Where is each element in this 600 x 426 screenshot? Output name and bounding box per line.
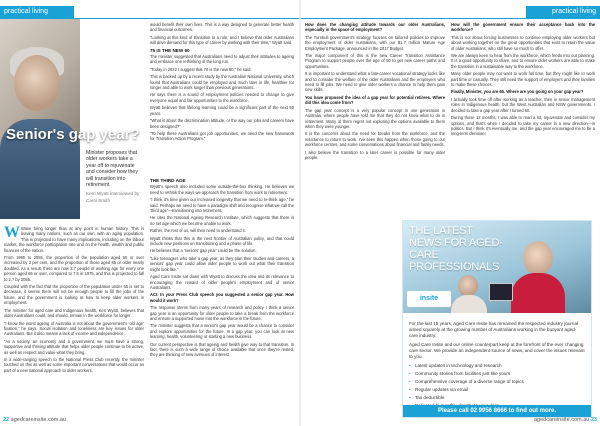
article-paragraph: The response stems from many years of research and policy. I think a senior gap year is an opportunity for older people to take a break from the workforce and ensure a supported move into the workforce in the future. [150, 305, 294, 321]
article-paragraph: Aged Care Insite sat down with Wyatt to discuss the idea and its relevance to encouraging the reward of older people's employment and of senior Australians. [150, 274, 294, 290]
feature-intro [86, 150, 144, 204]
article-paragraph: “Today in 2022 I suggest that 70 is the new 60,” he said. [150, 66, 252, 72]
advert-tablet [489, 283, 513, 301]
article-paragraph: “What is about the discrimination attitude, or the way our jobs and careers have been designed?” [150, 118, 294, 129]
article-paragraph: “To help these Australians get job opportunities, we need the new framework for Transition Action Program.” [150, 130, 294, 142]
article-paragraph: It is the concerns about the need for breaks from the workforce, and the reluctance to return to work. I've seen this happen when those going to our workforce centres, and some conversations about financial and family needs. [305, 131, 445, 148]
page-number-left: 22 agedcareinsite.com.au [3, 417, 66, 423]
article-paragraph: Many older people may not want to work full time, but they might like to work part time or casually. They still need the support of employers and their families to make these choices. [451, 71, 595, 88]
list-item: • Tax deductible [409, 395, 585, 401]
interview-question: How does the changing attitude towards our older Australians, especially in the space of employment? [305, 22, 445, 33]
article-paragraph: I also believe the transition to a later career is possible for many older people. [305, 149, 445, 160]
hero-photo [0, 19, 80, 219]
article-paragraph: Rather, the rest of us, will then need to understand it. [150, 228, 246, 234]
article-paragraph: “I think it's time given our increased longevity that we need to re-think age,” he said. Perhaps we need to have a paradigm shift and recognise what we call the ‘third age’—transitioning into retirement. [150, 197, 294, 214]
article-paragraph: During those 12 months, I was able to read a lot, rejuvenate and consider my options, and that's when I decided to take my career in a new direction—in politics. But I think it's eventually me, and the gap year encouraged me to be a long-term decision! [451, 115, 595, 137]
interview-question: How will the government ensure their acceptance back into the workforce? [451, 22, 595, 33]
article-paragraph: The major component of this is the new Career Transition Assistance Program to support people over the age of 50 to get new career paths and opportunities. [305, 53, 445, 69]
article-paragraph: From 1995 to 2055, the proportion of the population aged 65 or over increased by 3 per cent, and the proportion of those aged 85 or older nearly doubled. As a result, there are now 3.7 people of working age for every one person aged 65 or over, compared to 7.5 in 1975, and this is projected to fall to 2.7 by 2055. [4, 255, 144, 282]
article-paragraph: He says there is a sound of employment policies needed to change to give everyone equal and fair opportunities to the workforce. [150, 92, 294, 103]
advert-photo [403, 221, 591, 313]
article-column-2-bottom [150, 176, 294, 412]
advert-person-body [451, 295, 487, 313]
article-paragraph: Wyatt's speech also included some outside-the-box thinking. He believes we need to rethink the ways we approach the transition from work to retirement. [150, 184, 294, 195]
article-paragraph: W Wave bring longer than at any point in human history. This is leaving many nations, such as our own, with an aging population. This is projected to have many implications, including on the labour market, the workforce participation rate and on the health, wealth and public finances of the nation. [4, 226, 144, 253]
header-rule-right [301, 18, 600, 19]
article-paragraph: “As a society, an economy and a government, we must have a strong, supportive and thriving attitude that helps older people continue to be active, as well as respect and value what they bring. [4, 338, 144, 355]
feature-standfirst: Minister proposes that older workers take a year off to rejuvenate and consider how they will transition into retirement. [86, 150, 138, 189]
subheading: 75 IS THE NEW 60 [150, 47, 190, 53]
advert-benefit-list [409, 363, 585, 409]
hero-face [14, 55, 60, 111]
subscription-advert [402, 220, 592, 418]
advert-call-to-action[interactable]: Please call 02 9956 8666 to find out more. [403, 405, 591, 417]
article-paragraph: The minister suggests that a senior's gap year would be a chance to consider and explore opportunities for the future. In a gap year, you can look at new learning, health, volunteering or starting a new business. [150, 323, 294, 340]
article-paragraph: Wyatt thinks that this is the next frontier of Australian policy, and that could include new positions on transitioning and a phase of life. [150, 235, 294, 247]
list-item: • Community stories from facilities just like yours [409, 371, 585, 377]
page-number-right: agedcareinsite.com.au 23 [534, 417, 597, 423]
article-paragraph: This is backed up by a recent study by the Australian National University, which found that Australians could be employed and much later in life, healthier for longer and able to work longer than previous generations. [150, 74, 294, 91]
article-paragraph: The minister for aged care and Indigenous health, Ken Wyatt, believes that older Australians could, and should, remain in the workforce for longer. [4, 307, 144, 319]
article-paragraph: It is important to understand what a late-career vocational strategy looks like and to consider the welfare of the older Australians and the employers who need to fill jobs. We need to give older workers a chance to help them gain new skills. [305, 71, 445, 93]
article-column-1 [4, 226, 144, 412]
article-column-3 [305, 22, 445, 218]
list-item: • Latest updates in technology and research [409, 363, 585, 369]
article-paragraph: The Turnbull government's strategy focuses on tailored policies to improve the employment of older Australians, with our $1.7 million Mature Age Employment Package, announced in the 2017 Budget. [305, 34, 445, 51]
insite-logo: insite [407, 291, 451, 307]
article-paragraph: Our current perspective is that ageing and health give way to that transition. In fact, there is such a wide range of choice available that once they're rested, they are thinking of new avenues of interest. [150, 341, 294, 358]
subheading: THE THIRD AGE [150, 178, 186, 183]
article-column-4 [451, 22, 595, 218]
article-paragraph: This is not about forcing businesses to continue employing older workers but about working together on the great opportunities that exist to retain the value of older Australians, who still have so much to offer. [451, 34, 595, 51]
section-tag-left: practical living [0, 6, 74, 18]
article-paragraph: “I know the worst ageing of Australia is not about the government's ‘old age’ fixation,” he says. Social isolation and loneliness are key issues for older Australians. But it also means a lack of income and independence. [4, 320, 144, 337]
advert-headline: THE LATEST NEWS FOR AGED-CARE PROFESSIONALS [409, 225, 503, 273]
interview-question: Finally, Minister, you are 65. Where are you going on your gap year? [451, 89, 584, 95]
article-paragraph: would benefit their own lives. This is a way designed to generate better health and financial outcomes. [150, 22, 294, 33]
advert-person-face [458, 275, 478, 297]
advert-body [409, 321, 585, 411]
article-paragraph: He cites the National Ageing Research Institute, which suggests that there is no set age which we become unable to work. [150, 215, 294, 226]
drop-cap: W [4, 226, 20, 241]
feature-title: Senior's gap year? [6, 126, 140, 143]
list-item: • Comprehensive coverage of a diverse range of topics [409, 379, 585, 385]
interview-question: You have proposed the idea of a gap year for potential retirees. Where did this idea come from? [305, 94, 445, 106]
feature-byline: Kerri Wyatt interviewed by Carol Smith [86, 191, 140, 204]
advert-paragraph: Aged Care Insite and our online counterpart keep at the forefront of the ever changing care sector. We provide an independent source of news, and cover the issues relevant to you. [409, 342, 585, 359]
advert-person-body [511, 273, 565, 313]
article-paragraph: Wyatt believes that lifelong learning could be a significant part of the next 50 years. [150, 105, 294, 116]
article-paragraph: He believes that a ‘seniors’ gap year’ could be the solution. [150, 248, 257, 254]
advert-paragraph: For the last 15 years, Aged Care Insite has remained the respected industry journal aimed squarely at the growing number of Australians working in the buoyant aged-care industry. [409, 321, 579, 338]
right-page [301, 0, 600, 426]
interview-question: ACI: In your Press Club speech you suggested a senior gap year. How would it work? [150, 292, 294, 303]
article-paragraph: I actually took time off after working as a teacher, then in senior management roles in Indigenous health, but the West Australian and NSW governments. I decided to take a gap year after I turned 60. [451, 96, 595, 113]
article-paragraph: “Like teenagers who take a gap year, as they plan their studies and careers, a seniors' gap year could allow older people to work out what their transition might look like.” [150, 255, 294, 272]
section-tag-right: practical living [526, 6, 600, 18]
advert-person-face [523, 241, 553, 275]
article-paragraph: “Looking at this kind of transition to a role, and I believe that older Australians will drive demand for this type of career by working with their time,” Wyatt said. [150, 34, 294, 46]
list-item: • Regular updates via email [409, 387, 585, 393]
article-paragraph: In a wide-ranging speech to the National Press Club recently, the minister touched on this as well as some important conversations that would occur as part of a new national approach to older workers. [4, 356, 144, 373]
article-paragraph: The gap year concept is a very popular concept in one generation in Australia, where people have told me that they do not know what to do in retirement. Many of them regret not exploring the options available to them when they were younger. [305, 107, 445, 129]
article-paragraph: The minister suggested that Australians need to adjust their attitudes to ageing and embrace one rethinking of the long run. [150, 54, 294, 65]
article-column-2-top [150, 22, 294, 147]
article-paragraph: We are always keen to hear from the workforce, which feeds into our planning. It is a good opportunity to share, and to ensure older workers are able to make the transition in a sustainable way to the workforce. [451, 53, 595, 69]
article-paragraph: Coupled with the fact that the proportion of the population under 65 is set to decrease, it seems there will not be enough people to fill the jobs of the future, and the government is looking at how to keep older workers in employment. [4, 284, 144, 306]
left-page [0, 0, 299, 426]
